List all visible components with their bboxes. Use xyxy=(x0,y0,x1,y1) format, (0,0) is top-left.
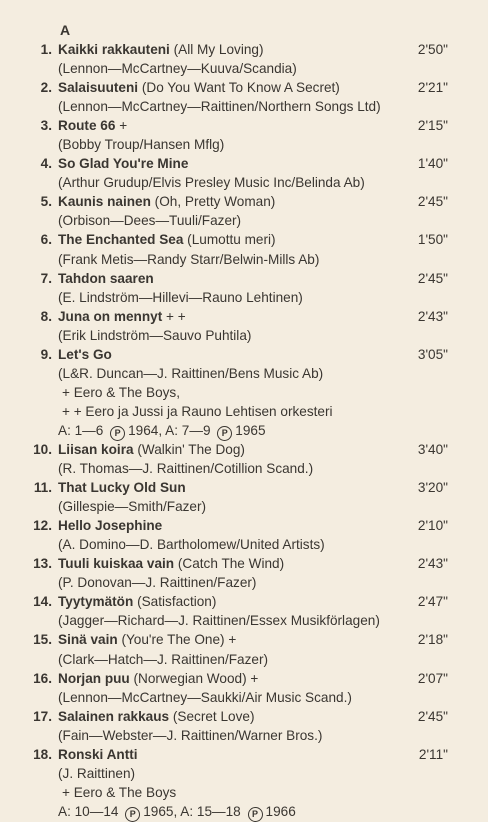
track-subtitle: (Do You Want To Know A Secret) xyxy=(138,80,340,96)
track-number: 5. xyxy=(40,194,52,210)
track-title-group xyxy=(58,592,216,611)
track-row xyxy=(0,745,488,764)
track-title-group xyxy=(58,192,275,211)
track-row xyxy=(0,554,488,573)
track-credit: (Bobby Troup/Hansen Mflg) xyxy=(58,137,225,153)
track-number: 1. xyxy=(40,42,52,57)
track-number: 7. xyxy=(40,270,52,286)
track-subtitle: (All My Loving) xyxy=(169,42,264,57)
credit-row xyxy=(0,250,488,269)
track-row xyxy=(0,269,488,288)
track-credit: (Lennon—McCartney—Raittinen/Northern Songs Ltd) xyxy=(58,99,381,115)
phonogram-icon: P xyxy=(248,807,263,822)
track-title: Tyytymätön xyxy=(58,594,134,610)
track-credit: (R. Thomas—J. Raittinen/Cotillion Scand.) xyxy=(58,461,314,477)
track-credit: (Gillespie—Smith/Fazer) xyxy=(58,499,207,515)
track-title: Tahdon saaren xyxy=(58,270,154,286)
track-row xyxy=(0,592,488,611)
track-number: 10. xyxy=(33,441,52,457)
track-subtitle: (Oh, Pretty Woman) xyxy=(150,194,276,210)
track-title-group xyxy=(58,307,186,326)
track-duration: 2'45" xyxy=(417,708,448,724)
track-title: Norjan puu xyxy=(58,670,130,686)
track-row xyxy=(0,116,488,135)
track-duration: 2'10" xyxy=(417,518,448,534)
track-credit: (E. Lindström—Hillevi—Rauno Lehtinen) xyxy=(58,289,303,305)
track-duration: 2'50" xyxy=(417,42,448,57)
track-duration: 2'15" xyxy=(417,118,448,134)
track-duration: 1'40" xyxy=(417,156,448,172)
track-number: 11. xyxy=(33,480,52,496)
performer-note-text: + Eero & The Boys xyxy=(62,784,177,800)
track-credit: (P. Donovan—J. Raittinen/Fazer) xyxy=(58,575,257,591)
track-number: 3. xyxy=(40,118,52,134)
track-credit: (Lennon—McCartney—Saukki/Air Music Scand.) xyxy=(58,689,352,705)
publication-year-2: 1966 xyxy=(265,803,296,819)
track-title: Kaunis nainen xyxy=(58,194,151,210)
track-duration: 2'47" xyxy=(417,594,448,610)
track-number: 2. xyxy=(40,80,52,96)
track-credit: (Clark—Hatch—J. Raittinen/Fazer) xyxy=(58,651,268,667)
performer-note-text: + + Eero ja Jussi ja Rauno Lehtisen orkesteri xyxy=(62,403,333,419)
track-duration: 2'45" xyxy=(417,194,448,210)
phonogram-icon: P xyxy=(217,426,232,441)
track-number: 15. xyxy=(33,632,52,648)
credit-row xyxy=(0,459,488,478)
performer-note xyxy=(0,783,488,802)
track-credit: (Lennon—McCartney—Kuuva/Scandia) xyxy=(58,61,297,77)
track-title-group xyxy=(58,440,245,459)
publication-year-1: 1964 xyxy=(128,422,159,438)
track-row xyxy=(0,154,488,173)
track-row xyxy=(0,307,488,326)
track-title-group xyxy=(58,669,258,688)
credit-row xyxy=(0,288,488,307)
publication-range-1: A: 10—14 xyxy=(58,803,123,819)
credit-row xyxy=(0,764,488,783)
track-title-group xyxy=(58,269,154,288)
track-credit: (Erik Lindström—Sauvo Puhtila) xyxy=(58,327,252,343)
track-title-group xyxy=(58,154,188,173)
credit-row xyxy=(0,59,488,78)
track-title-group xyxy=(58,516,162,535)
track-row xyxy=(0,230,488,249)
track-title-group xyxy=(58,345,112,364)
track-subtitle: (Secret Love) xyxy=(169,708,255,724)
track-duration: 2'21" xyxy=(417,80,448,96)
track-row xyxy=(0,440,488,459)
publication-year-2: 1965 xyxy=(235,422,266,438)
track-number: 4. xyxy=(40,156,52,172)
track-title-group xyxy=(58,40,264,59)
track-credit: (Orbison—Dees—Tuuli/Fazer) xyxy=(58,213,242,229)
track-row xyxy=(0,669,488,688)
track-title-group xyxy=(58,116,127,135)
side-label: A xyxy=(60,22,71,38)
publication-range-2: , A: 7—9 xyxy=(158,422,215,438)
track-subtitle: (You're The One) + xyxy=(117,632,237,648)
track-title-group xyxy=(58,478,186,497)
track-title: Salaisuuteni xyxy=(58,80,139,96)
track-title-group xyxy=(58,230,276,249)
track-duration: 2'43" xyxy=(417,308,448,324)
track-number: 14. xyxy=(33,594,52,610)
track-title: Tuuli kuiskaa vain xyxy=(58,556,175,572)
track-list xyxy=(0,40,488,821)
track-duration: 2'43" xyxy=(417,556,448,572)
publication-year-1: 1965 xyxy=(143,803,174,819)
track-number: 18. xyxy=(33,746,52,762)
track-title-group xyxy=(58,554,284,573)
track-credit: (Jagger—Richard—J. Raittinen/Essex Musikförlagen) xyxy=(58,613,380,629)
credit-row xyxy=(0,611,488,630)
track-duration: 2'11" xyxy=(418,746,448,762)
track-title-group xyxy=(58,745,138,764)
credit-row xyxy=(0,173,488,192)
track-credit: (Frank Metis—Randy Starr/Belwin-Mills Ab) xyxy=(58,251,320,267)
track-row xyxy=(0,707,488,726)
track-duration: 2'45" xyxy=(417,270,448,286)
track-duration: 3'05" xyxy=(417,346,448,362)
phonogram-icon: P xyxy=(125,807,140,822)
credit-row xyxy=(0,726,488,745)
track-number: 16. xyxy=(33,670,52,686)
track-credit: (J. Raittinen) xyxy=(58,765,136,781)
track-duration: 3'40" xyxy=(417,441,448,457)
track-row xyxy=(0,78,488,97)
track-number: 8. xyxy=(40,308,52,324)
track-title: That Lucky Old Sun xyxy=(58,480,186,496)
track-row xyxy=(0,478,488,497)
track-title: Sinä vain xyxy=(58,632,118,648)
track-title-group xyxy=(58,707,254,726)
track-number: 9. xyxy=(40,346,52,362)
performer-note xyxy=(0,383,488,402)
track-title: Kaikki rakkauteni xyxy=(58,42,170,57)
track-subtitle: + xyxy=(115,118,128,134)
credit-row xyxy=(0,326,488,345)
track-title: Juna on mennyt xyxy=(58,308,163,324)
publication-text xyxy=(58,421,266,441)
track-title: The Enchanted Sea xyxy=(58,232,184,248)
track-credit: (Arthur Grudup/Elvis Presley Music Inc/Belinda Ab) xyxy=(58,175,365,191)
track-subtitle: (Walkin' The Dog) xyxy=(133,441,245,457)
track-row xyxy=(0,345,488,364)
publication-text xyxy=(58,802,296,822)
track-credit: (L&R. Duncan—J. Raittinen/Bens Music Ab) xyxy=(58,365,324,381)
credit-row xyxy=(0,364,488,383)
publication-range-2: , A: 15—18 xyxy=(173,803,245,819)
track-duration: 1'50" xyxy=(417,232,448,248)
track-title: Liisan koira xyxy=(58,441,134,457)
credit-row xyxy=(0,97,488,116)
track-row xyxy=(0,630,488,649)
performer-note-text: + Eero & The Boys, xyxy=(62,384,181,400)
track-number: 17. xyxy=(33,708,52,724)
track-title: So Glad You're Mine xyxy=(58,156,189,172)
track-title: Let's Go xyxy=(58,346,112,362)
track-title-group xyxy=(58,630,236,649)
track-duration: 3'20" xyxy=(417,480,448,496)
track-subtitle: (Lumottu meri) xyxy=(183,232,276,248)
credit-row xyxy=(0,135,488,154)
publication-range-1: A: 1—6 xyxy=(58,422,108,438)
publication-line xyxy=(0,421,488,440)
publication-line xyxy=(0,802,488,821)
credit-row xyxy=(0,573,488,592)
track-number: 6. xyxy=(40,232,52,248)
track-duration: 2'07" xyxy=(417,670,448,686)
track-subtitle: + + xyxy=(162,308,186,324)
credit-row xyxy=(0,211,488,230)
track-credit: (Fain—Webster—J. Raittinen/Warner Bros.) xyxy=(58,727,323,743)
track-title-group xyxy=(58,78,340,97)
credit-row xyxy=(0,688,488,707)
track-credit: (A. Domino—D. Bartholomew/United Artists) xyxy=(58,537,325,553)
phonogram-icon: P xyxy=(110,426,125,441)
track-subtitle: (Norwegian Wood) + xyxy=(129,670,259,686)
track-row xyxy=(0,516,488,535)
track-row xyxy=(0,40,488,59)
track-number: 13. xyxy=(33,556,52,572)
track-row xyxy=(0,192,488,211)
credit-row xyxy=(0,650,488,669)
performer-note xyxy=(0,402,488,421)
track-number: 12. xyxy=(33,518,52,534)
track-duration: 2'18" xyxy=(417,632,448,648)
credit-row xyxy=(0,497,488,516)
track-title: Salainen rakkaus xyxy=(58,708,170,724)
track-title: Ronski Antti xyxy=(58,746,138,762)
track-subtitle: (Satisfaction) xyxy=(133,594,217,610)
credit-row xyxy=(0,535,488,554)
track-title: Route 66 xyxy=(58,118,116,134)
track-subtitle: (Catch The Wind) xyxy=(174,556,285,572)
track-title: Hello Josephine xyxy=(58,518,163,534)
